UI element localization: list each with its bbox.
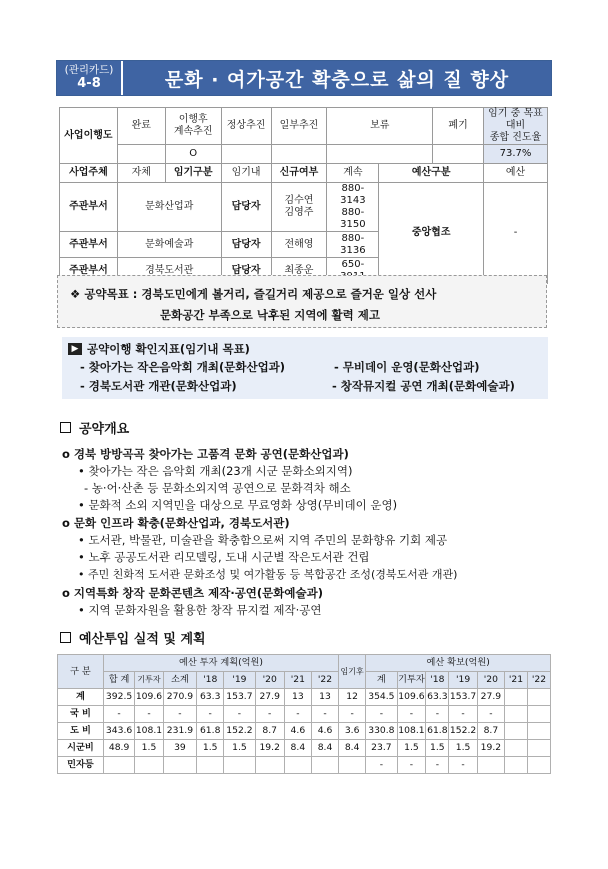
plan-cell: 4.6: [284, 723, 311, 740]
project-info-table: [59, 107, 548, 284]
contact-label: 담당자: [221, 183, 271, 232]
plan-cell: [224, 757, 255, 774]
overview-item: o 지역특화 창작 문화콘텐츠 제작·공연(문화예술과): [62, 586, 323, 600]
new-label: 신규여부: [271, 164, 327, 183]
row-label: 계: [58, 689, 104, 706]
after-term-cell: -: [339, 706, 366, 723]
secured-cell: [527, 723, 550, 740]
secured-cell: 152.2: [449, 723, 478, 740]
plan-cell: [284, 757, 311, 774]
plan-cell: -: [103, 706, 134, 723]
secured-col-header: '18: [426, 672, 449, 689]
card-label: (관리카드): [64, 64, 114, 76]
row-label: 국 비: [58, 706, 104, 723]
status-header: 폐기: [433, 108, 484, 145]
contact-label: 담당자: [221, 258, 271, 284]
secured-col-header: '21: [504, 672, 527, 689]
status-header: 일부추진: [271, 108, 327, 145]
plan-cell: 8.7: [255, 723, 284, 740]
secured-cell: -: [426, 706, 449, 723]
secured-cell: [504, 740, 527, 757]
secured-header: 예산 확보(억원): [366, 655, 551, 672]
management-card-badge: [57, 61, 123, 95]
plan-cell: -: [224, 706, 255, 723]
rate-header: 임기 중 목표대비 종합 진도율: [484, 108, 548, 145]
indicator-item: - 창작뮤지컬 공연 개최(문화예술과): [332, 379, 515, 393]
secured-cell: 153.7: [449, 689, 478, 706]
status-header: 완료: [117, 108, 165, 145]
plan-col-header: '18: [197, 672, 224, 689]
plan-cell: 48.9: [103, 740, 134, 757]
secured-cell: [527, 757, 550, 774]
indicator-item: - 무비데이 운영(문화산업과): [334, 360, 480, 374]
plan-cell: 39: [163, 740, 196, 757]
page-header: [56, 60, 552, 96]
secured-cell: 330.8: [366, 723, 397, 740]
secured-cell: 354.5: [366, 689, 397, 706]
after-term-header: 임기후: [339, 655, 366, 689]
plan-cell: -: [311, 706, 338, 723]
goal-line-1: ❖ 공약목표 : 경북도민에게 볼거리, 즐길거리 제공으로 즐거운 일상 선사: [70, 287, 437, 301]
term-label: 임기구분: [165, 164, 221, 183]
table-row: [58, 740, 551, 757]
overview-bullet: • 찾아가는 작은 음악회 개최(23개 시군 문화소외지역): [78, 464, 353, 478]
plan-cell: 19.2: [255, 740, 284, 757]
table-row: [58, 689, 551, 706]
plan-cell: 1.5: [197, 740, 224, 757]
row-label: 도 비: [58, 723, 104, 740]
secured-cell: [504, 723, 527, 740]
plan-col-header: '22: [311, 672, 338, 689]
central-value: -: [484, 183, 548, 284]
status-mark: [117, 145, 165, 164]
status-mark: [327, 145, 433, 164]
secured-cell: 1.5: [426, 740, 449, 757]
secured-cell: -: [449, 757, 478, 774]
page-title: 문화 · 여가공간 확충으로 삶의 질 향상: [123, 61, 551, 95]
secured-cell: 108.1: [397, 723, 426, 740]
row-label: 시군비: [58, 740, 104, 757]
secured-cell: [527, 706, 550, 723]
col-group-header: 구 분: [58, 655, 104, 689]
progress-label: 사업이행도: [60, 108, 118, 164]
plan-cell: 1.5: [224, 740, 255, 757]
secured-cell: 27.9: [477, 689, 504, 706]
overview-bullet: • 주민 친화적 도서관 문화조성 및 여가활동 등 복합공간 조성(경북도서관 개관): [78, 568, 458, 581]
secured-cell: [527, 740, 550, 757]
plan-col-header: 기투자: [135, 672, 164, 689]
budget-type-label: 예산구분: [379, 164, 484, 183]
status-mark: O: [165, 145, 221, 164]
plan-cell: 4.6: [311, 723, 338, 740]
table-row: [58, 757, 551, 774]
budget-type-value: 예산: [484, 164, 548, 183]
dept-label: 주관부서: [60, 258, 118, 284]
secured-cell: [504, 689, 527, 706]
table-row: [58, 706, 551, 723]
plan-cell: 153.7: [224, 689, 255, 706]
plan-cell: [103, 757, 134, 774]
plan-cell: -: [163, 706, 196, 723]
secured-cell: 23.7: [366, 740, 397, 757]
plan-cell: 270.9: [163, 689, 196, 706]
contact-names: 김수연 김영주: [271, 183, 327, 232]
plan-header: 예산 투자 계획(억원): [103, 655, 338, 672]
status-header: 이행후 계속추진: [165, 108, 221, 145]
plan-cell: [311, 757, 338, 774]
owner-value: 자체: [117, 164, 165, 183]
secured-cell: -: [449, 706, 478, 723]
secured-cell: 19.2: [477, 740, 504, 757]
plan-cell: 392.5: [103, 689, 134, 706]
secured-cell: -: [366, 757, 397, 774]
secured-cell: 63.3: [426, 689, 449, 706]
status-mark: [221, 145, 271, 164]
contact-phones: 880-3143 880-3150: [327, 183, 379, 232]
budget-title: 예산투입 실적 및 계획: [79, 632, 206, 647]
overview-item: o 문화 인프라 확충(문화산업과, 경북도서관): [62, 516, 290, 530]
secured-col-header: 계: [366, 672, 397, 689]
contact-phones: 650-: [327, 258, 379, 284]
indicator-box: [62, 337, 548, 399]
square-icon: [60, 422, 71, 433]
plan-cell: 109.6: [135, 689, 164, 706]
contact-phones: 880-3136: [327, 232, 379, 258]
indicator-heading: [68, 341, 250, 357]
plan-cell: 13: [311, 689, 338, 706]
card-number: 4-8: [77, 76, 101, 91]
plan-col-header: 소계: [163, 672, 196, 689]
plan-cell: -: [284, 706, 311, 723]
after-term-cell: [339, 757, 366, 774]
rate-value: 73.7%: [484, 145, 548, 164]
secured-col-header: '20: [477, 672, 504, 689]
plan-cell: -: [255, 706, 284, 723]
status-mark: [271, 145, 327, 164]
dept-name: 문화산업과: [117, 183, 221, 232]
plan-cell: [163, 757, 196, 774]
secured-cell: [477, 757, 504, 774]
plan-cell: -: [135, 706, 164, 723]
secured-col-header: 기투자: [397, 672, 426, 689]
contact-label: 담당자: [221, 232, 271, 258]
secured-cell: 8.7: [477, 723, 504, 740]
overview-item: o 경북 방방곡곡 찾아가는 고품격 문화 공연(문화산업과): [62, 447, 349, 461]
status-header: 보류: [327, 108, 433, 145]
budget-heading: [60, 628, 206, 647]
plan-cell: 108.1: [135, 723, 164, 740]
plan-cell: 1.5: [135, 740, 164, 757]
new-value: 계속: [327, 164, 379, 183]
dept-name: 문화예술과: [117, 232, 221, 258]
secured-col-header: '22: [527, 672, 550, 689]
overview-bullet: • 지역 문화자원을 활용한 창작 뮤지컬 제작·공연: [78, 603, 322, 617]
plan-cell: 8.4: [284, 740, 311, 757]
secured-cell: -: [397, 757, 426, 774]
plan-col-header: 합 계: [103, 672, 134, 689]
secured-cell: 1.5: [449, 740, 478, 757]
budget-table: [57, 654, 551, 774]
secured-cell: [504, 706, 527, 723]
plan-cell: 152.2: [224, 723, 255, 740]
plan-cell: 13: [284, 689, 311, 706]
contact-names: 최종운: [271, 258, 327, 284]
secured-cell: -: [366, 706, 397, 723]
plan-cell: 343.6: [103, 723, 134, 740]
table-row: [58, 723, 551, 740]
arrow-right-icon: ▶: [68, 343, 82, 355]
overview-bullet: • 도서관, 박물관, 미술관을 확충함으로써 지역 주민의 문화향유 기회 제공: [78, 533, 448, 547]
pledge-goal-box: [57, 275, 547, 328]
secured-cell: [504, 757, 527, 774]
secured-cell: [527, 689, 550, 706]
after-term-cell: 3.6: [339, 723, 366, 740]
overview-bullet: • 문화적 소외 지역민을 대상으로 무료영화 상영(무비데이 운영): [78, 498, 398, 512]
plan-cell: 61.8: [197, 723, 224, 740]
plan-cell: 27.9: [255, 689, 284, 706]
secured-cell: 61.8: [426, 723, 449, 740]
plan-col-header: '21: [284, 672, 311, 689]
overview-bullet: • 노후 공공도서관 리모델링, 도내 시군별 작은도서관 건립: [78, 550, 370, 564]
after-term-cell: 12: [339, 689, 366, 706]
secured-cell: 1.5: [397, 740, 426, 757]
overview-title: 공약개요: [79, 422, 130, 437]
plan-cell: 63.3: [197, 689, 224, 706]
plan-cell: 8.4: [311, 740, 338, 757]
indicator-title: 공약이행 확인지표(임기내 목표): [87, 342, 250, 356]
plan-cell: -: [197, 706, 224, 723]
secured-cell: -: [426, 757, 449, 774]
term-value: 임기내: [221, 164, 271, 183]
secured-col-header: '19: [449, 672, 478, 689]
plan-col-header: '19: [224, 672, 255, 689]
goal-line-2: 문화공간 부족으로 낙후된 지역에 활력 제고: [160, 308, 380, 322]
indicator-item: - 경북도서관 개관(문화산업과): [80, 379, 237, 393]
status-header: 정상추진: [221, 108, 271, 145]
central-label: 중앙협조: [379, 183, 484, 284]
status-mark: [433, 145, 484, 164]
overview-heading: [60, 418, 129, 437]
dept-label: 주관부서: [60, 183, 118, 232]
secured-cell: 109.6: [397, 689, 426, 706]
plan-cell: [255, 757, 284, 774]
plan-cell: [197, 757, 224, 774]
row-label: 민자등: [58, 757, 104, 774]
owner-label: 사업주체: [60, 164, 118, 183]
dept-label: 주관부서: [60, 232, 118, 258]
plan-cell: [135, 757, 164, 774]
plan-cell: 231.9: [163, 723, 196, 740]
secured-cell: -: [397, 706, 426, 723]
contact-names: 전해영: [271, 232, 327, 258]
after-term-cell: 8.4: [339, 740, 366, 757]
indicator-item: - 찾아가는 작은음악회 개최(문화산업과): [80, 360, 286, 374]
overview-sub: - 농·어·산촌 등 문화소외지역 공연으로 문화격차 해소: [84, 481, 351, 495]
secured-cell: -: [477, 706, 504, 723]
dept-name: 경북도서관: [117, 258, 221, 284]
square-icon: [60, 632, 71, 643]
plan-col-header: '20: [255, 672, 284, 689]
